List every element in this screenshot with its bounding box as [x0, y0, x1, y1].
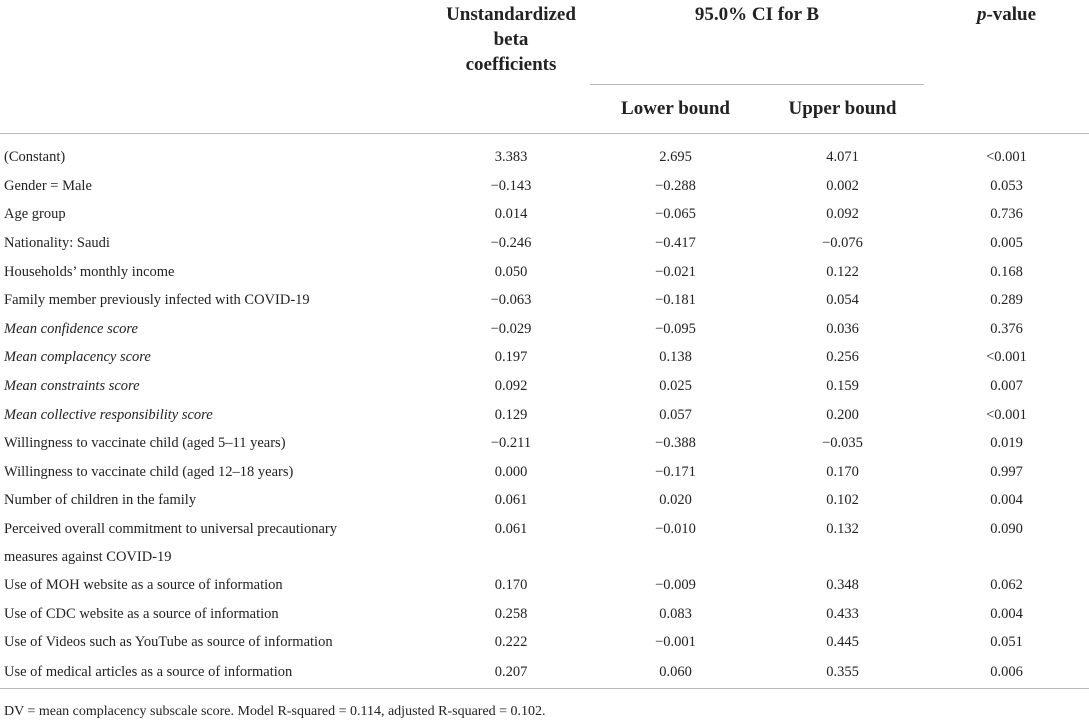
row-lower: 0.057: [659, 406, 692, 423]
header-beta-line3: coefficients: [465, 54, 557, 75]
header-beta-line2: beta: [493, 29, 529, 50]
row-label: Gender = Male: [4, 177, 92, 194]
row-label: Households’ monthly income: [4, 263, 175, 280]
header-beta-line1: Unstandardized: [446, 4, 576, 25]
row-beta: −0.063: [490, 292, 532, 309]
row-pvalue: 0.019: [990, 435, 1023, 452]
header-pvalue: [924, 0, 1089, 133]
row-beta: 0.129: [494, 406, 528, 423]
row-lower: −0.095: [655, 320, 696, 337]
row-pvalue: <0.001: [986, 149, 1027, 166]
table-row: [0, 515, 1089, 571]
row-upper: 0.054: [826, 292, 859, 309]
row-label: Mean constraints score: [4, 378, 140, 395]
row-label: Age group: [4, 206, 66, 223]
table-row: [0, 344, 1089, 373]
table-row: [0, 628, 1089, 657]
header-pvalue-italic: p: [976, 4, 987, 25]
table-row: [0, 172, 1089, 201]
row-label: Family member previously infected with COVID-19: [4, 292, 310, 309]
row-pvalue: 0.007: [990, 378, 1023, 395]
row-beta: 0.061: [494, 492, 528, 509]
table-row: [0, 286, 1089, 315]
row-beta: 0.197: [494, 349, 528, 366]
header-unstandardized-beta: [432, 0, 590, 133]
row-beta: 0.258: [494, 605, 528, 622]
row-beta: 0.050: [494, 263, 528, 280]
row-lower: −0.010: [655, 521, 696, 538]
row-label: Willingness to vaccinate child (aged 12–18 years): [4, 463, 294, 480]
row-lower: −0.417: [655, 235, 696, 252]
row-pvalue: 0.376: [990, 320, 1023, 337]
row-label: Number of children in the family: [4, 492, 197, 509]
row-upper: 0.002: [826, 177, 859, 194]
row-beta: 0.207: [432, 657, 590, 689]
row-label: Willingness to vaccinate child (aged 5–11 years): [4, 435, 286, 452]
row-lower: 0.138: [659, 349, 692, 366]
row-upper: 0.102: [826, 492, 859, 509]
table-row: [0, 401, 1089, 430]
header-pvalue-rest: -value: [986, 4, 1037, 25]
row-upper: 0.122: [826, 263, 859, 280]
row-lower: −0.065: [655, 206, 696, 223]
table-footnote: DV = mean complacency subscale score. Model R-squared = 0.114, adjusted R-squared = 0.102.: [4, 704, 546, 719]
row-pvalue: 0.051: [990, 634, 1023, 651]
table-row: [0, 458, 1089, 487]
table-row: [0, 657, 1089, 689]
row-upper: 0.170: [826, 463, 859, 480]
row-beta: 0.014: [494, 206, 528, 223]
row-pvalue: 0.004: [990, 605, 1023, 622]
spacer-row: [0, 133, 1089, 144]
table-row: [0, 372, 1089, 401]
table-row: [0, 201, 1089, 230]
row-pvalue: 0.004: [990, 492, 1023, 509]
row-pvalue: 0.005: [990, 235, 1023, 252]
table-row: [0, 571, 1089, 600]
row-lower: −0.009: [655, 577, 696, 594]
row-label: Use of CDC website as a source of information: [4, 605, 279, 622]
row-pvalue: <0.001: [986, 406, 1027, 423]
table-header: [0, 0, 1089, 133]
row-beta: −0.246: [490, 235, 532, 252]
row-label: Mean complacency score: [4, 349, 151, 366]
table-row: [0, 600, 1089, 629]
row-label: Use of medical articles as a source of information: [0, 657, 432, 689]
row-upper: −0.035: [822, 435, 863, 452]
row-beta: 0.092: [494, 378, 528, 395]
row-pvalue: 0.168: [990, 263, 1023, 280]
row-upper: 0.132: [826, 521, 859, 538]
row-lower: 0.083: [659, 605, 692, 622]
header-upper-label: Upper bound: [788, 98, 897, 119]
row-lower: 0.060: [590, 657, 761, 689]
header-empty-cell: [0, 0, 432, 133]
row-label: Mean confidence score: [4, 320, 138, 337]
header-ci-label: 95.0% CI for B: [694, 4, 820, 25]
row-upper: 4.071: [826, 149, 859, 166]
row-beta: 0.170: [494, 577, 528, 594]
table-row: [0, 429, 1089, 458]
header-ci-group: [590, 0, 924, 84]
row-upper: 0.092: [826, 206, 859, 223]
row-label: Use of MOH website as a source of information: [4, 577, 283, 594]
row-lower: −0.171: [655, 463, 696, 480]
row-lower: −0.288: [655, 177, 696, 194]
row-pvalue: 0.053: [990, 177, 1023, 194]
row-label-multiline: [0, 515, 432, 571]
header-lower-bound: [590, 84, 761, 133]
row-upper: 0.200: [826, 406, 859, 423]
row-pvalue: <0.001: [986, 349, 1027, 366]
table-row: [0, 487, 1089, 516]
row-pvalue: 0.289: [990, 292, 1023, 309]
row-pvalue: 0.006: [924, 657, 1089, 689]
row-lower: −0.001: [655, 634, 696, 651]
row-lower: −0.181: [655, 292, 696, 309]
table-row: [0, 144, 1089, 173]
header-lower-label: Lower bound: [621, 98, 730, 119]
table-row: [0, 229, 1089, 258]
row-pvalue: 0.736: [990, 206, 1023, 223]
row-beta: 0.061: [494, 521, 528, 538]
row-lower: −0.021: [655, 263, 696, 280]
row-beta: 0.222: [494, 634, 528, 651]
row-label: (Constant): [4, 149, 66, 166]
row-label-line1: Perceived overall commitment to universal precautionary: [4, 521, 337, 538]
row-beta: −0.211: [490, 435, 532, 452]
row-upper: 0.445: [826, 634, 859, 651]
table-body: [0, 133, 1089, 689]
row-pvalue: 0.997: [990, 463, 1023, 480]
row-upper: 0.159: [826, 378, 859, 395]
row-upper: 0.036: [826, 320, 859, 337]
row-upper: 0.348: [826, 577, 859, 594]
row-beta: −0.029: [490, 320, 532, 337]
row-pvalue: 0.062: [990, 577, 1023, 594]
row-upper: 0.256: [826, 349, 859, 366]
row-lower: 0.020: [659, 492, 692, 509]
row-lower: 0.025: [659, 378, 692, 395]
row-upper: 0.433: [826, 605, 859, 622]
row-label-line2: measures against COVID-19: [4, 549, 172, 566]
row-label: Mean collective responsibility score: [4, 406, 213, 423]
row-upper: 0.355: [761, 657, 924, 689]
row-label: Use of Videos such as YouTube as source of information: [4, 634, 333, 651]
row-pvalue: 0.090: [990, 521, 1023, 538]
row-beta: 0.000: [494, 463, 528, 480]
row-lower: −0.388: [655, 435, 696, 452]
row-lower: 2.695: [659, 149, 692, 166]
row-beta: −0.143: [490, 177, 532, 194]
row-label: Nationality: Saudi: [4, 235, 110, 252]
table-row: [0, 258, 1089, 287]
table-row: [0, 315, 1089, 344]
header-upper-bound: [761, 84, 924, 133]
row-beta: 3.383: [494, 149, 528, 166]
row-upper: −0.076: [822, 235, 863, 252]
